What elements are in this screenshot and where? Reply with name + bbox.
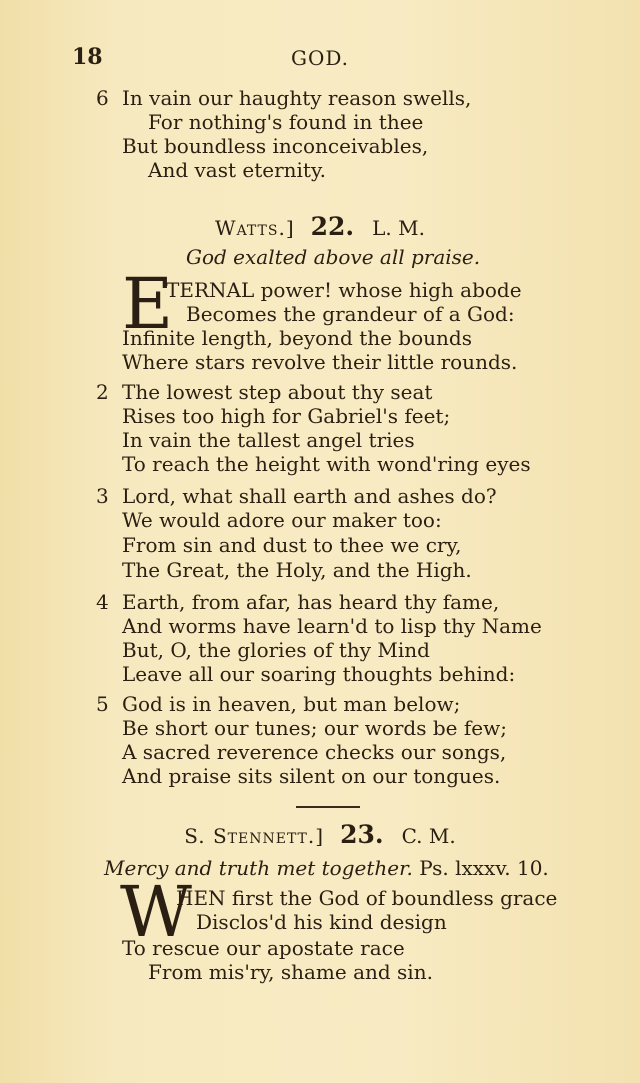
stanza-number: 5: [96, 692, 109, 716]
verse-line: Infinite length, beyond the bounds: [122, 326, 472, 350]
verse-line: To reach the height with wond'ring eyes: [122, 452, 531, 476]
verse-line: A sacred reverence checks our songs,: [122, 740, 507, 764]
verse-line: The lowest step about thy seat: [122, 380, 433, 404]
verse-line: In vain our haughty reason swells,: [122, 86, 472, 110]
verse-line: But boundless inconceivables,: [122, 134, 429, 158]
running-head: GOD.: [290, 46, 350, 70]
verse-line: We would adore our maker too:: [122, 508, 442, 532]
verse-line: From sin and dust to thee we cry,: [122, 533, 462, 557]
page-header: [0, 44, 640, 74]
verse-line: Be short our tunes; our words be few;: [122, 716, 507, 740]
hymn-author: S. Stennett.]: [184, 824, 325, 848]
verse-line: From mis'ry, shame and sin.: [148, 960, 433, 984]
verse-line: Rises too high for Gabriel's feet;: [122, 404, 451, 428]
drop-capital: W: [120, 871, 192, 953]
hymn-author: Watts.]: [215, 216, 295, 240]
verse-line: And praise sits silent on our tongues.: [122, 764, 501, 788]
page-number: 18: [72, 44, 103, 70]
stanza-number: 4: [96, 590, 109, 614]
stanza-number: 6: [96, 86, 109, 110]
verse-line: In vain the tallest angel tries: [122, 428, 415, 452]
hymn-title-text: Mercy and truth met together.: [104, 856, 413, 880]
drop-capital: E: [122, 263, 174, 345]
verse-line: And worms have learn'd to lisp thy Name: [122, 614, 542, 638]
verse-line: Leave all our soaring thoughts behind:: [122, 662, 516, 686]
verse-line: Where stars revolve their little rounds.: [122, 350, 518, 374]
verse-line: Lord, what shall earth and ashes do?: [122, 484, 497, 508]
hymn-meter: C. M.: [401, 824, 456, 848]
verse-line: But, O, the glories of thy Mind: [122, 638, 430, 662]
verse-line: The Great, the Holy, and the High.: [122, 558, 472, 582]
verse-line: HEN first the God of boundless grace: [176, 886, 558, 910]
verse-line: To rescue our apostate race: [122, 936, 405, 960]
stanza-number: 2: [96, 380, 109, 404]
hymn-title: God exalted above all praise.: [186, 245, 481, 269]
verse-line: TERNAL power! whose high abode: [166, 278, 522, 302]
verse-line: For nothing's found in thee: [148, 110, 424, 134]
hymn-meter: L. M.: [372, 216, 425, 240]
scripture-reference: Ps. lxxxv. 10.: [419, 856, 549, 880]
verse-line: Disclos'd his kind design: [196, 910, 447, 934]
hymn-heading: [0, 820, 640, 849]
verse-line: And vast eternity.: [148, 158, 326, 182]
stanza-number: 3: [96, 484, 109, 508]
hymn-heading: [0, 212, 640, 241]
hymn-number: 22.: [310, 212, 355, 241]
section-divider: [296, 806, 360, 808]
verse-line: Becomes the grandeur of a God:: [186, 302, 515, 326]
hymn-number: 23.: [340, 820, 384, 849]
verse-line: Earth, from afar, has heard thy fame,: [122, 590, 500, 614]
verse-line: God is in heaven, but man below;: [122, 692, 461, 716]
